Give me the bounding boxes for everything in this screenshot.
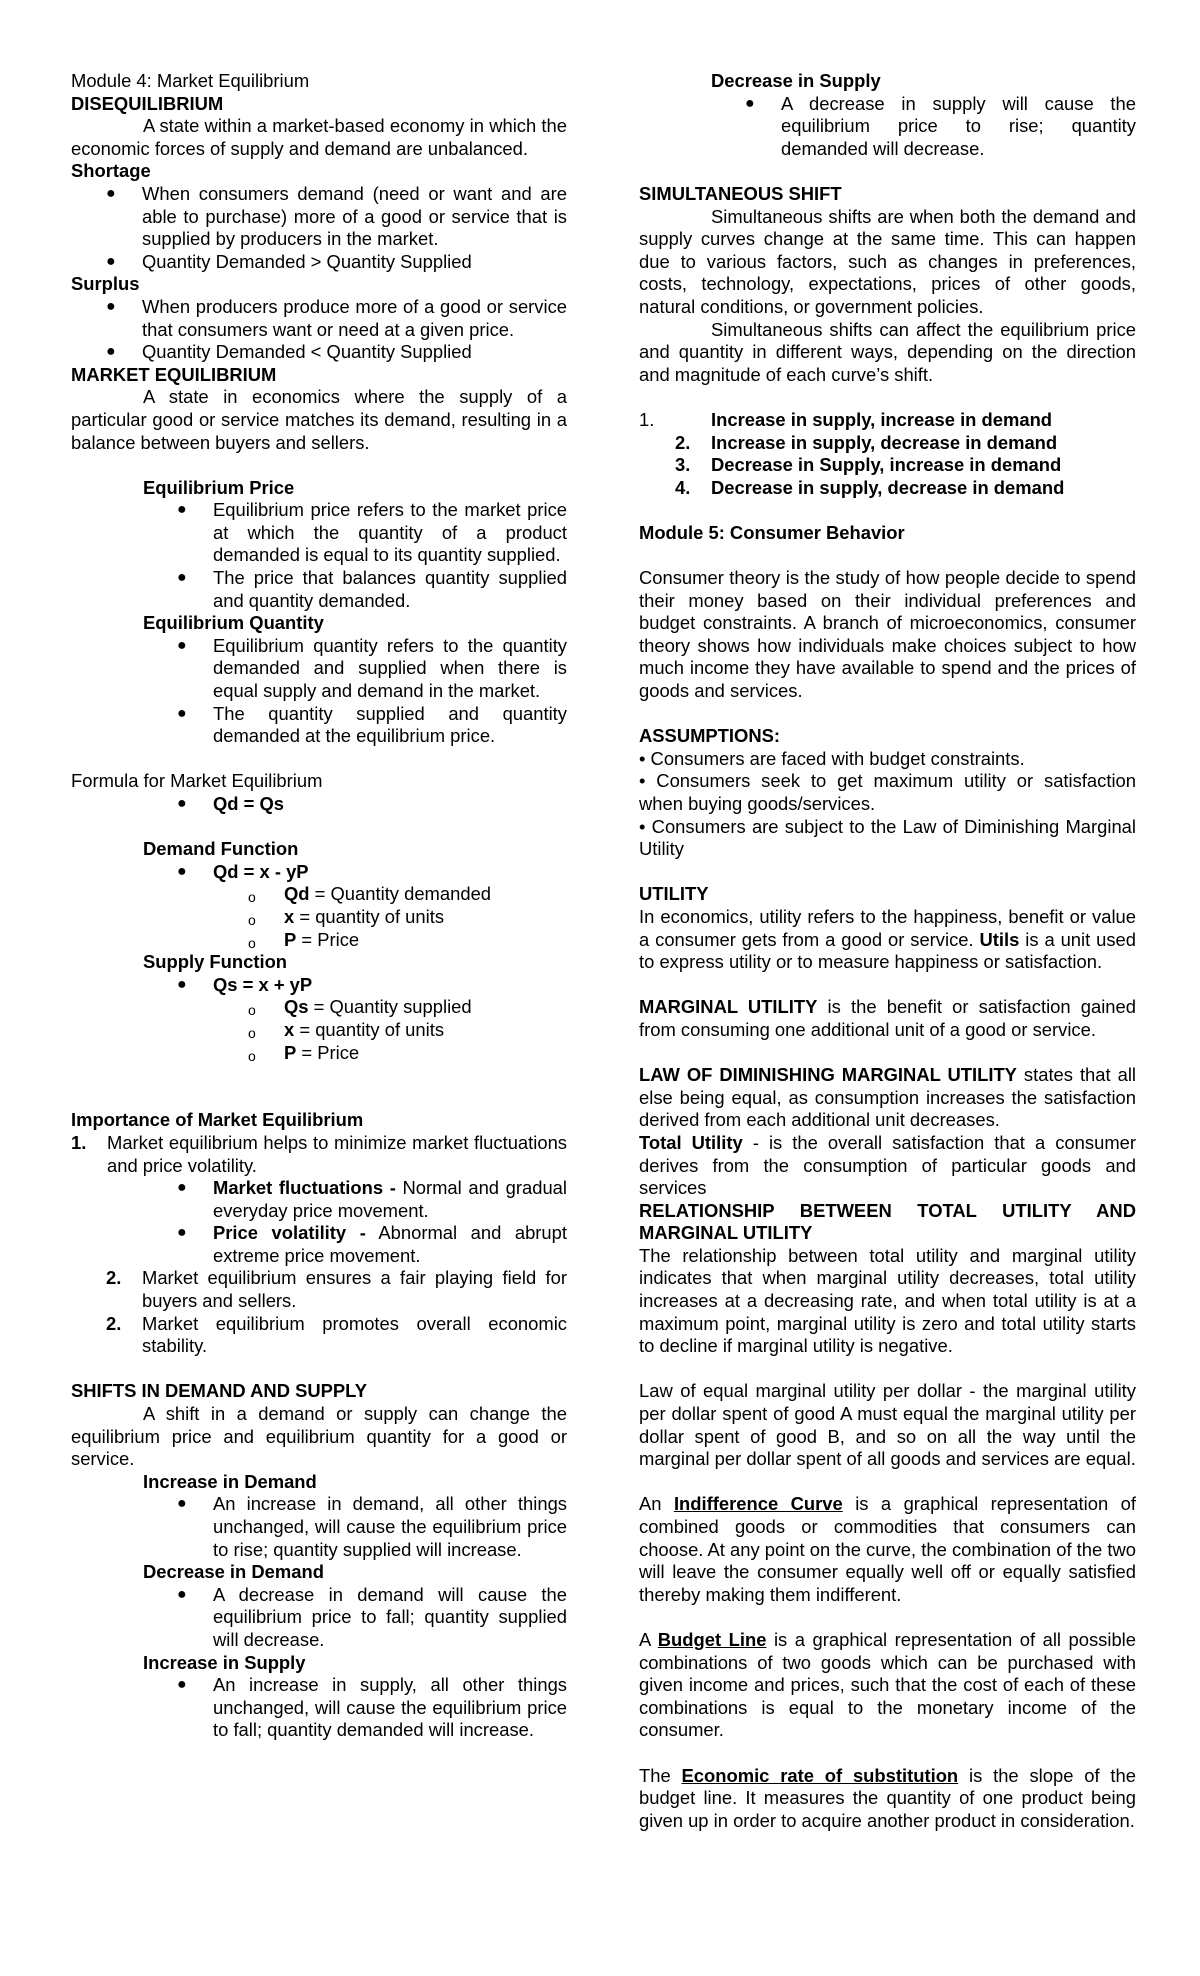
list-item: ● The quantity supplied and quantity demanded at the equilibrium price. bbox=[177, 702, 567, 747]
circle-bullet-icon: o bbox=[248, 889, 256, 906]
total-utility-text: Total Utility - is the overall satisfaction that a consumer derives from the consumption of particular goods and services bbox=[639, 1131, 1136, 1199]
equal-marginal-utility-text: Law of equal marginal utility per dollar - the marginal utility per dollar spent of good A must equal the marginal utility per dollar spent of good B, and so on all the way until the marginal per dollar spent of all goods and services are equal. bbox=[639, 1380, 1136, 1470]
shortage-heading: Shortage bbox=[71, 160, 151, 182]
disequilibrium-heading: DISEQUILIBRIUM bbox=[71, 92, 224, 114]
shifts-text: A shift in a demand or supply can change the equilibrium price and equilibrium quantity for a good or service. bbox=[71, 1403, 567, 1470]
list-item: o Qd = Quantity demanded bbox=[284, 883, 567, 906]
bullet-icon: ● bbox=[745, 94, 755, 112]
assumption-item: • Consumers are subject to the Law of Diminishing Marginal Utility bbox=[639, 815, 1136, 860]
utility-heading: UTILITY bbox=[639, 883, 709, 905]
assumption-item: • Consumers are faced with budget constraints. bbox=[639, 747, 1025, 769]
list-item: 2. Market equilibrium promotes overall economic stability. bbox=[106, 1312, 567, 1357]
bullet-icon: ● bbox=[177, 501, 187, 519]
assumption-item: • Consumers seek to get maximum utility or satisfaction when buying goods/services. bbox=[639, 770, 1136, 814]
law-diminishing-mu-text: LAW OF DIMINISHING MARGINAL UTILITY states that all else being equal, as consumption increases the satisfaction derived from each additional unit decreases. bbox=[639, 1064, 1136, 1131]
surplus-heading: Surplus bbox=[71, 273, 140, 295]
list-item: ● The price that balances quantity supplied and quantity demanded. bbox=[177, 567, 567, 611]
list-item: ● A decrease in supply will cause the equilibrium price to rise; quantity demanded will decrease. bbox=[745, 92, 1136, 159]
disequilibrium-text: A state within a market-based economy in which the economic forces of supply and demand are unbalanced. bbox=[71, 115, 567, 159]
indifference-curve-text: An Indifference Curve is a graphical representation of combined goods or commodities that consumers can choose. At any point on the curve, the combination of the two will leave the consumer equally well off or equally satisfied thereby making them indifferent. bbox=[639, 1493, 1136, 1605]
economic-rate-substitution-text: The Economic rate of substitution is the slope of the budget line. It measures the quantity of one product being given up in order to acquire another product in consideration. bbox=[639, 1764, 1136, 1831]
list-item: 2. Market equilibrium ensures a fair playing field for buyers and sellers. bbox=[106, 1267, 567, 1312]
assumptions-heading: ASSUMPTIONS: bbox=[639, 725, 781, 747]
list-item: o x = quantity of units bbox=[284, 906, 567, 929]
circle-bullet-icon: o bbox=[248, 934, 256, 951]
bullet-icon: ● bbox=[177, 1585, 187, 1603]
market-equilibrium-heading: MARKET EQUILIBRIUM bbox=[71, 363, 277, 385]
list-item: ● An increase in demand, all other things unchanged, will cause the equilibrium price to rise; quantity supplied will increase. bbox=[177, 1493, 567, 1560]
bullet-icon: ● bbox=[177, 1224, 187, 1242]
bullet-icon: ● bbox=[177, 975, 187, 993]
bullet-icon: ● bbox=[177, 1179, 187, 1197]
bullet-icon: ● bbox=[106, 184, 116, 202]
right-column bbox=[639, 70, 1136, 1832]
list-item: ● Market fluctuations - Normal and gradual everyday price movement. bbox=[177, 1177, 567, 1221]
list-item: ● Quantity Demanded < Quantity Supplied bbox=[106, 341, 472, 363]
equilibrium-price-heading: Equilibrium Price bbox=[143, 476, 295, 498]
bullet-icon: ● bbox=[177, 862, 187, 880]
decrease-demand-heading: Decrease in Demand bbox=[143, 1561, 324, 1583]
bullet-icon: ● bbox=[177, 1676, 187, 1694]
list-item: ● Price volatility - Abnormal and abrupt extreme price movement. bbox=[177, 1222, 568, 1266]
bullet-icon: ● bbox=[177, 569, 187, 587]
list-item: o Qs = Quantity supplied bbox=[284, 996, 567, 1019]
bullet-icon: ● bbox=[106, 343, 116, 361]
circle-bullet-icon: o bbox=[248, 911, 256, 928]
list-item: ● When producers produce more of a good or service that consumers want or need at a given price. bbox=[106, 295, 567, 340]
demand-function-heading: Demand Function bbox=[143, 838, 299, 860]
circle-bullet-icon: o bbox=[248, 1047, 256, 1064]
demand-function-formula: ● Qd = x - yP bbox=[177, 860, 309, 882]
list-item: ● Equilibrium price refers to the market price at which the quantity of a product demanded is equal to its quantity supplied. bbox=[177, 499, 567, 566]
supply-function-heading: Supply Function bbox=[143, 951, 288, 973]
simultaneous-shift-text-2: Simultaneous shifts can affect the equilibrium price and quantity in different ways, depending on the direction and magnitude of each curve’s shift. bbox=[639, 318, 1136, 385]
list-item: o x = quantity of units bbox=[284, 1019, 567, 1042]
formula-heading: Formula for Market Equilibrium bbox=[71, 770, 323, 792]
increase-supply-heading: Increase in Supply bbox=[143, 1651, 306, 1673]
list-item: ● When consumers demand (need or want and are able to purchase) more of a good or service that is supplied by producers in the market. bbox=[106, 182, 567, 250]
bullet-icon: ● bbox=[177, 1495, 187, 1513]
circle-bullet-icon: o bbox=[248, 1002, 256, 1019]
module-4-title: Module 4: Market Equilibrium bbox=[71, 70, 310, 91]
equilibrium-quantity-heading: Equilibrium Quantity bbox=[143, 612, 324, 634]
bullet-icon: ● bbox=[177, 704, 187, 722]
bullet-icon: ● bbox=[177, 795, 187, 812]
bullet-icon: ● bbox=[106, 297, 116, 315]
utility-text: In economics, utility refers to the happiness, benefit or value a consumer gets from a good or service. Utils is a unit used to express utility or to measure happiness or satisfaction. bbox=[639, 905, 1137, 973]
list-item: 1. Market equilibrium helps to minimize market fluctuations and price volatility. bbox=[71, 1131, 567, 1176]
increase-demand-heading: Increase in Demand bbox=[143, 1470, 317, 1492]
circle-bullet-icon: o bbox=[248, 1024, 256, 1041]
list-item: 4. Decrease in supply, decrease in demand bbox=[675, 476, 1065, 498]
list-item: 2. Increase in supply, decrease in demand bbox=[675, 431, 1058, 453]
bullet-icon: ● bbox=[177, 636, 187, 654]
formula-item: ● Qd = Qs bbox=[177, 793, 285, 814]
left-column bbox=[71, 70, 567, 1742]
list-item: ● A decrease in demand will cause the equilibrium price to fall; quantity supplied will decrease. bbox=[177, 1583, 567, 1650]
consumer-theory-text: Consumer theory is the study of how people decide to spend their money based on their individual preferences and budget constraints. A branch of microeconomics, consumer theory shows how individuals make choices subject to how much income they have available to spend and the prices of goods and services. bbox=[639, 567, 1136, 702]
list-item: ● Equilibrium quantity refers to the quantity demanded and supplied when there is equal supply and demand in the market. bbox=[177, 634, 567, 702]
simultaneous-shift-heading: SIMULTANEOUS SHIFT bbox=[639, 182, 842, 204]
relationship-heading: RELATIONSHIP BETWEEN TOTAL UTILITY AND MARGINAL UTILITY bbox=[639, 1199, 1136, 1244]
list-item: ● Quantity Demanded > Quantity Supplied bbox=[106, 250, 472, 272]
shifts-heading: SHIFTS IN DEMAND AND SUPPLY bbox=[71, 1380, 367, 1402]
decrease-supply-heading: Decrease in Supply bbox=[711, 70, 881, 91]
budget-line-text: A Budget Line is a graphical representation of all possible combinations of two goods which can be purchased with given income and prices, such that the cost of each of these combinations is equal to the monetary income of the consumer. bbox=[639, 1628, 1136, 1741]
list-item: 1. Increase in supply, increase in demand bbox=[639, 408, 1053, 430]
importance-heading: Importance of Market Equilibrium bbox=[71, 1109, 364, 1131]
marginal-utility-text: MARGINAL UTILITY is the benefit or satisfaction gained from consuming one additional unit of a good or service. bbox=[639, 996, 1136, 1040]
relationship-text: The relationship between total utility and marginal utility indicates that when marginal utility decreases, total utility increases at a decreasing rate, and when total utility is at a maximum point, marginal utility is zero and total utility starts to decline if marginal utility is negative. bbox=[639, 1244, 1136, 1357]
list-item: 3. Decrease in Supply, increase in demand bbox=[675, 454, 1062, 476]
module-5-title: Module 5: Consumer Behavior bbox=[639, 521, 905, 543]
simultaneous-shift-text-1: Simultaneous shifts are when both the demand and supply curves change at the same time. This can happen due to various factors, such as changes in preferences, costs, technology, expectations, prices of other goods, natural conditions, or government policies. bbox=[639, 205, 1136, 317]
supply-function-formula: ● Qs = x + yP bbox=[177, 973, 313, 995]
list-item: o P = Price bbox=[284, 1042, 567, 1065]
bullet-icon: ● bbox=[106, 252, 116, 270]
list-item: o P = Price bbox=[284, 929, 567, 952]
list-item: ● An increase in supply, all other things unchanged, will cause the equilibrium price to fall; quantity demanded will increase. bbox=[177, 1674, 567, 1741]
market-equilibrium-text: A state in economics where the supply of a particular good or service matches its demand, resulting in a balance between buyers and sellers. bbox=[71, 386, 567, 453]
